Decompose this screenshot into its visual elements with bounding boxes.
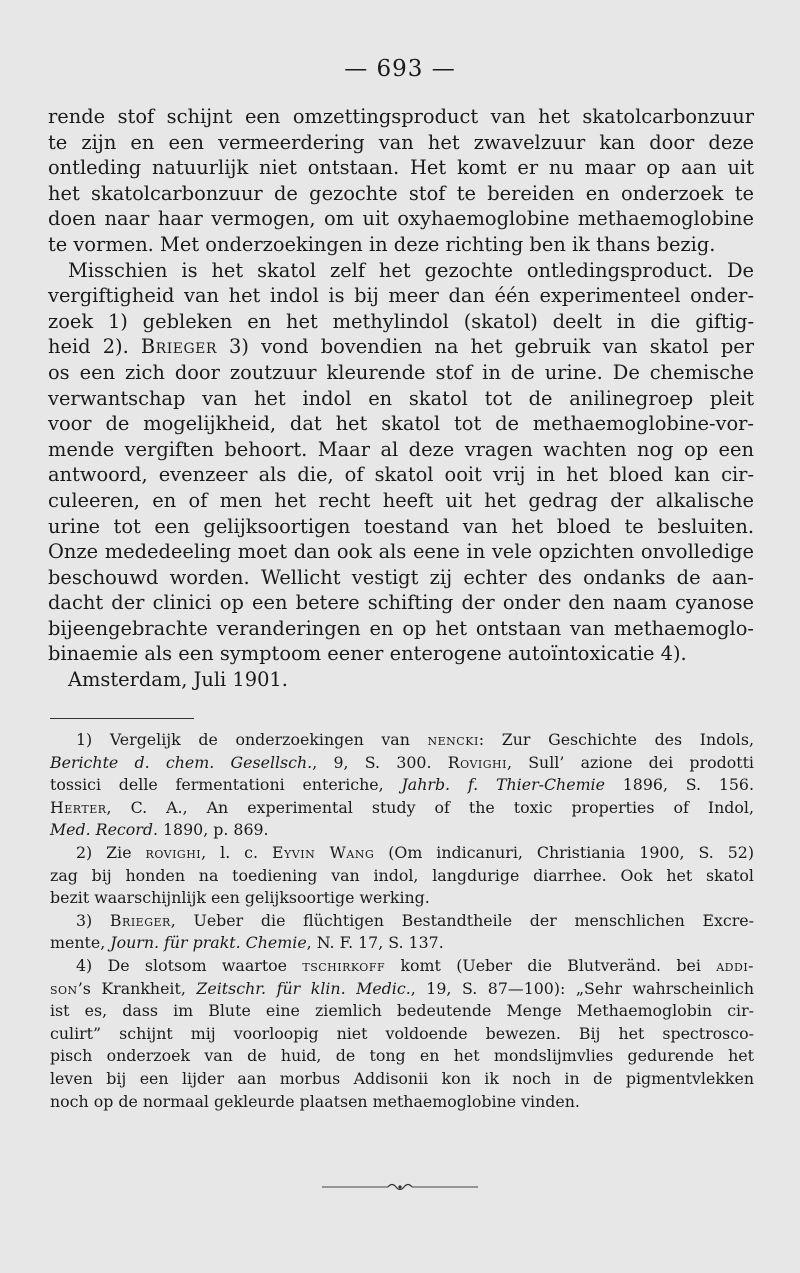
text-line: Misschien is het skatol zelf het gezochte ontledingsproduct. De xyxy=(68,258,754,282)
footnote-line: bezit waarschijnlijk een gelijksoortige werking. xyxy=(50,888,430,908)
author-name: Brieger xyxy=(140,335,217,359)
text-line: het skatolcarbonzuur de gezochte stof te bereiden en onderzoek te xyxy=(48,181,754,205)
footnote-line: pisch onderzoek van de huid, de tong en het mondslijmvlies gedurende het xyxy=(50,1046,754,1066)
text-segment: , 19, S. 87—100): „Sehr wahrscheinlich xyxy=(410,978,754,998)
journal-title: Zeitschr. für klin. Medic. xyxy=(196,978,411,998)
text-segment: (Om indicanuri, Christiania 1900, S. 52) xyxy=(374,842,754,862)
text-segment: komt (Ueber die Blutveränd. bei xyxy=(385,955,717,975)
text-line: verwantschap van het indol en skatol tot de anilinegroep pleit xyxy=(48,386,754,410)
text-segment: : Zur Geschichte des Indols, xyxy=(478,730,754,749)
text-line: voor de mogelijkheid, dat het skatol tot de methaemoglobine-vor- xyxy=(48,412,754,436)
footnote-line xyxy=(50,955,754,978)
author-name: son xyxy=(50,978,78,998)
text-segment: 1896, S. 156. xyxy=(604,775,754,795)
text-segment: tossici delle fermentationi enteriche, xyxy=(50,775,402,795)
journal-title: Journ. für prakt. Chemie xyxy=(110,933,307,953)
text-segment: ’s xyxy=(77,978,91,998)
author-name: Rovighi xyxy=(447,752,507,772)
text-line: doen naar haar vermogen, om uit oxyhaemoglobine methaemoglobine xyxy=(48,207,754,231)
text-line: rende stof schijnt een omzettingsproduct van het skatolcarbonzuur xyxy=(48,105,754,128)
text-line: beschouwd worden. Wellicht vestigt zij echter des ondanks de aan- xyxy=(48,565,754,589)
text-segment: 1890, p. 869. xyxy=(157,820,269,840)
footnote-rule xyxy=(50,718,194,719)
text-segment: , 9, S. 300. xyxy=(312,752,448,772)
text-line: zoek 1) gebleken en het methylindol (skatol) deelt in die giftig- xyxy=(48,309,754,333)
journal-title: Med. Record. xyxy=(50,820,158,840)
footnotes xyxy=(50,729,754,1113)
text-segment: 3) xyxy=(76,910,110,930)
text-segment: mente, xyxy=(50,933,111,953)
author-name: nencki xyxy=(427,730,479,749)
author-name: rovighi xyxy=(145,842,202,862)
text-segment: , C. A., An experimental study of the toxic properties of Indol, xyxy=(106,797,754,817)
text-segment: , N. F. 17, S. 137. xyxy=(306,933,444,953)
footnote-line xyxy=(50,978,754,1001)
footnote-line xyxy=(50,797,754,820)
footnote-line xyxy=(50,752,754,775)
author-name: Brieger xyxy=(109,910,171,930)
text-line: bijeengebrachte veranderingen en op het ontstaan van methaemoglo- xyxy=(48,616,754,640)
text-segment: heid 2). xyxy=(48,335,141,359)
text-line: Onze mededeeling moet dan ook als eene in vele opzichten onvolledige xyxy=(48,540,754,564)
journal-title: Berichte d. chem. Gesellsch. xyxy=(50,752,313,772)
author-name: Herter xyxy=(50,797,107,817)
text-line: antwoord, evenzeer als die, of skatol ooit vrij in het bloed kan cir- xyxy=(48,463,754,487)
text-line: vergiftigheid van het indol is bij meer dan één experimenteel onder- xyxy=(48,284,754,308)
footnote-line: leven bij een lijder aan morbus Addisonii kon ik noch in de pigmentvlekken xyxy=(50,1068,754,1088)
text-segment: , Ueber die flüchtigen Bestandtheile der menschlichen Excre- xyxy=(170,910,754,930)
footnote-line xyxy=(50,910,754,933)
body-text xyxy=(48,104,754,693)
text-line: dacht der clinici op een betere schifting der onder den naam cyanose xyxy=(48,591,754,615)
text-line: te zijn en een vermeerdering van het zwavelzuur kan door deze xyxy=(48,130,754,154)
footnote-line xyxy=(50,932,754,955)
text-line: os een zich door zoutzuur kleurende stof in de urine. De chemische xyxy=(48,360,754,384)
place-date: Amsterdam, Juli 1901. xyxy=(68,668,288,692)
footnote-line: ist es, dass im Blute eine ziemlich bedeutende Menge Methaemoglobin cir- xyxy=(50,1001,754,1021)
author-name: Eyvin Wang xyxy=(272,842,375,862)
text-line: te vormen. Met onderzoekingen in deze richting ben ik thans bezig. xyxy=(48,232,716,256)
text-segment: 4) De slotsom waartoe xyxy=(76,955,303,975)
footnote-line xyxy=(50,819,754,842)
text-segment: 1) Vergelijk de onderzoekingen van xyxy=(76,730,428,749)
footnote-line xyxy=(50,729,754,752)
footnote-line xyxy=(50,774,754,797)
text-line: mende vergiften behoort. Maar al deze vragen wachten nog op een xyxy=(48,437,754,461)
footnote-line xyxy=(50,842,754,865)
author-name: tschirkoff xyxy=(302,955,386,975)
text-line: culeeren, en of men het recht heeft uit het gedrag der alkalische xyxy=(48,488,754,512)
page-number: — 693 — xyxy=(344,56,456,82)
text-line xyxy=(48,334,754,360)
text-segment: , Sull’ azione dei prodotti xyxy=(506,752,754,772)
ornament-divider-icon xyxy=(322,1181,478,1193)
text-segment: Krankheit, xyxy=(90,978,197,998)
footnote-line: culirt” schijnt mij voorloopig niet voldoende bewezen. Bij het spectrosco- xyxy=(50,1023,754,1043)
footnote-line: noch op de normaal gekleurde plaatsen methaemoglobine vinden. xyxy=(50,1091,580,1111)
footnote-line: zag bij honden na toediening van indol, langdurige diarrhee. Ook het skatol xyxy=(50,865,754,885)
text-segment: 2) Zie xyxy=(76,842,146,862)
text-segment: , l. c. xyxy=(201,842,273,862)
text-line: binaemie als een symptoom eener enterogene autoïntoxicatie 4). xyxy=(48,642,687,666)
text-segment: 3) vond bovendien na het gebruik van skatol per xyxy=(216,335,754,359)
author-name: addi- xyxy=(716,955,754,975)
text-line: ontleding natuurlijk niet ontstaan. Het komt er nu maar op aan uit xyxy=(48,156,754,180)
journal-title: Jahrb. f. Thier-Chemie xyxy=(401,775,605,795)
text-line: urine tot een gelijksoortigen toestand van het bloed te besluiten. xyxy=(48,514,754,538)
